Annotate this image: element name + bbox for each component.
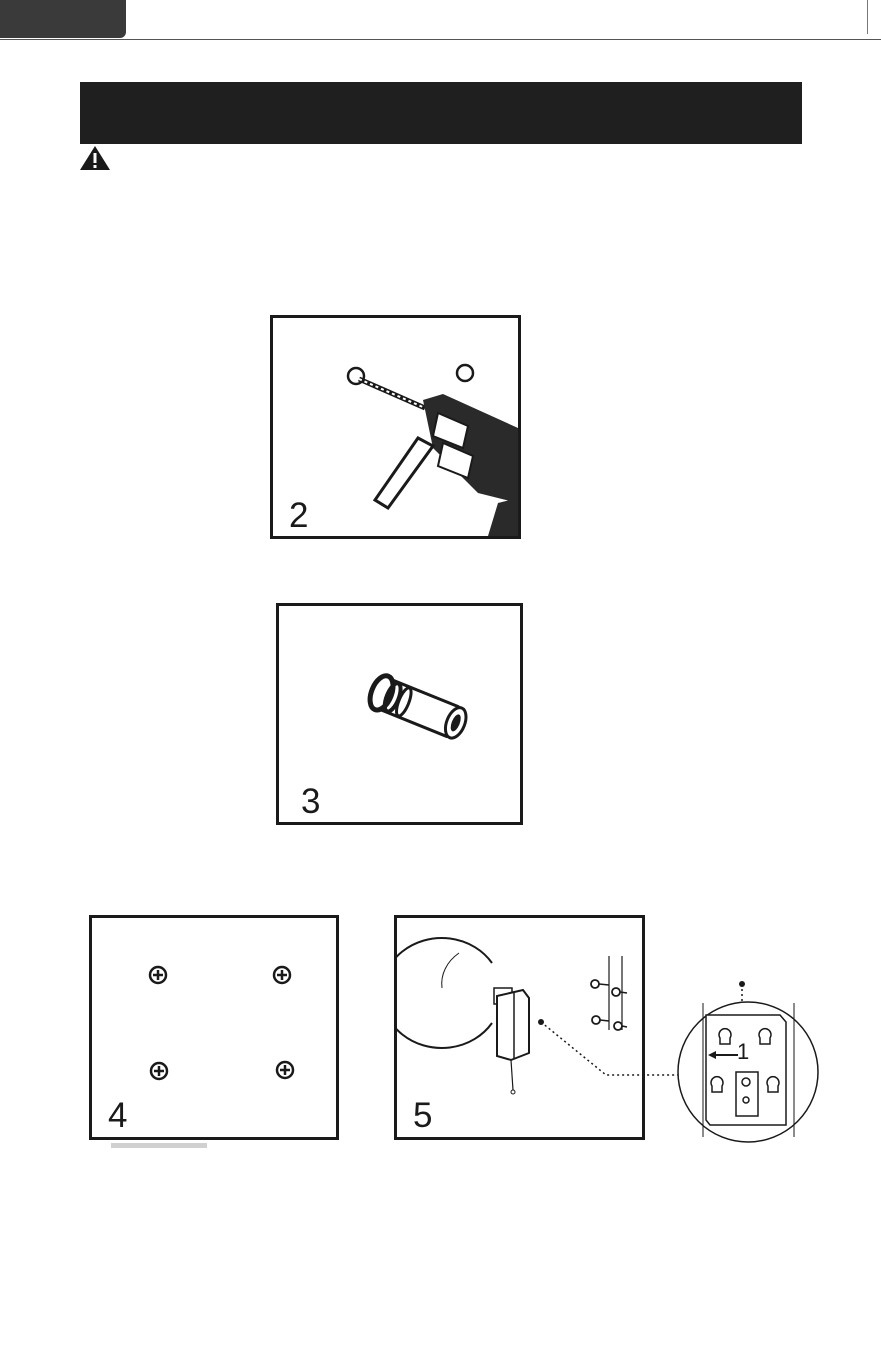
step-number: 2 [289, 496, 309, 535]
detail-number: 1 [737, 1039, 750, 1064]
step-number: 3 [301, 782, 321, 821]
step-number: 5 [413, 1096, 433, 1135]
step-number: 4 [108, 1096, 128, 1135]
